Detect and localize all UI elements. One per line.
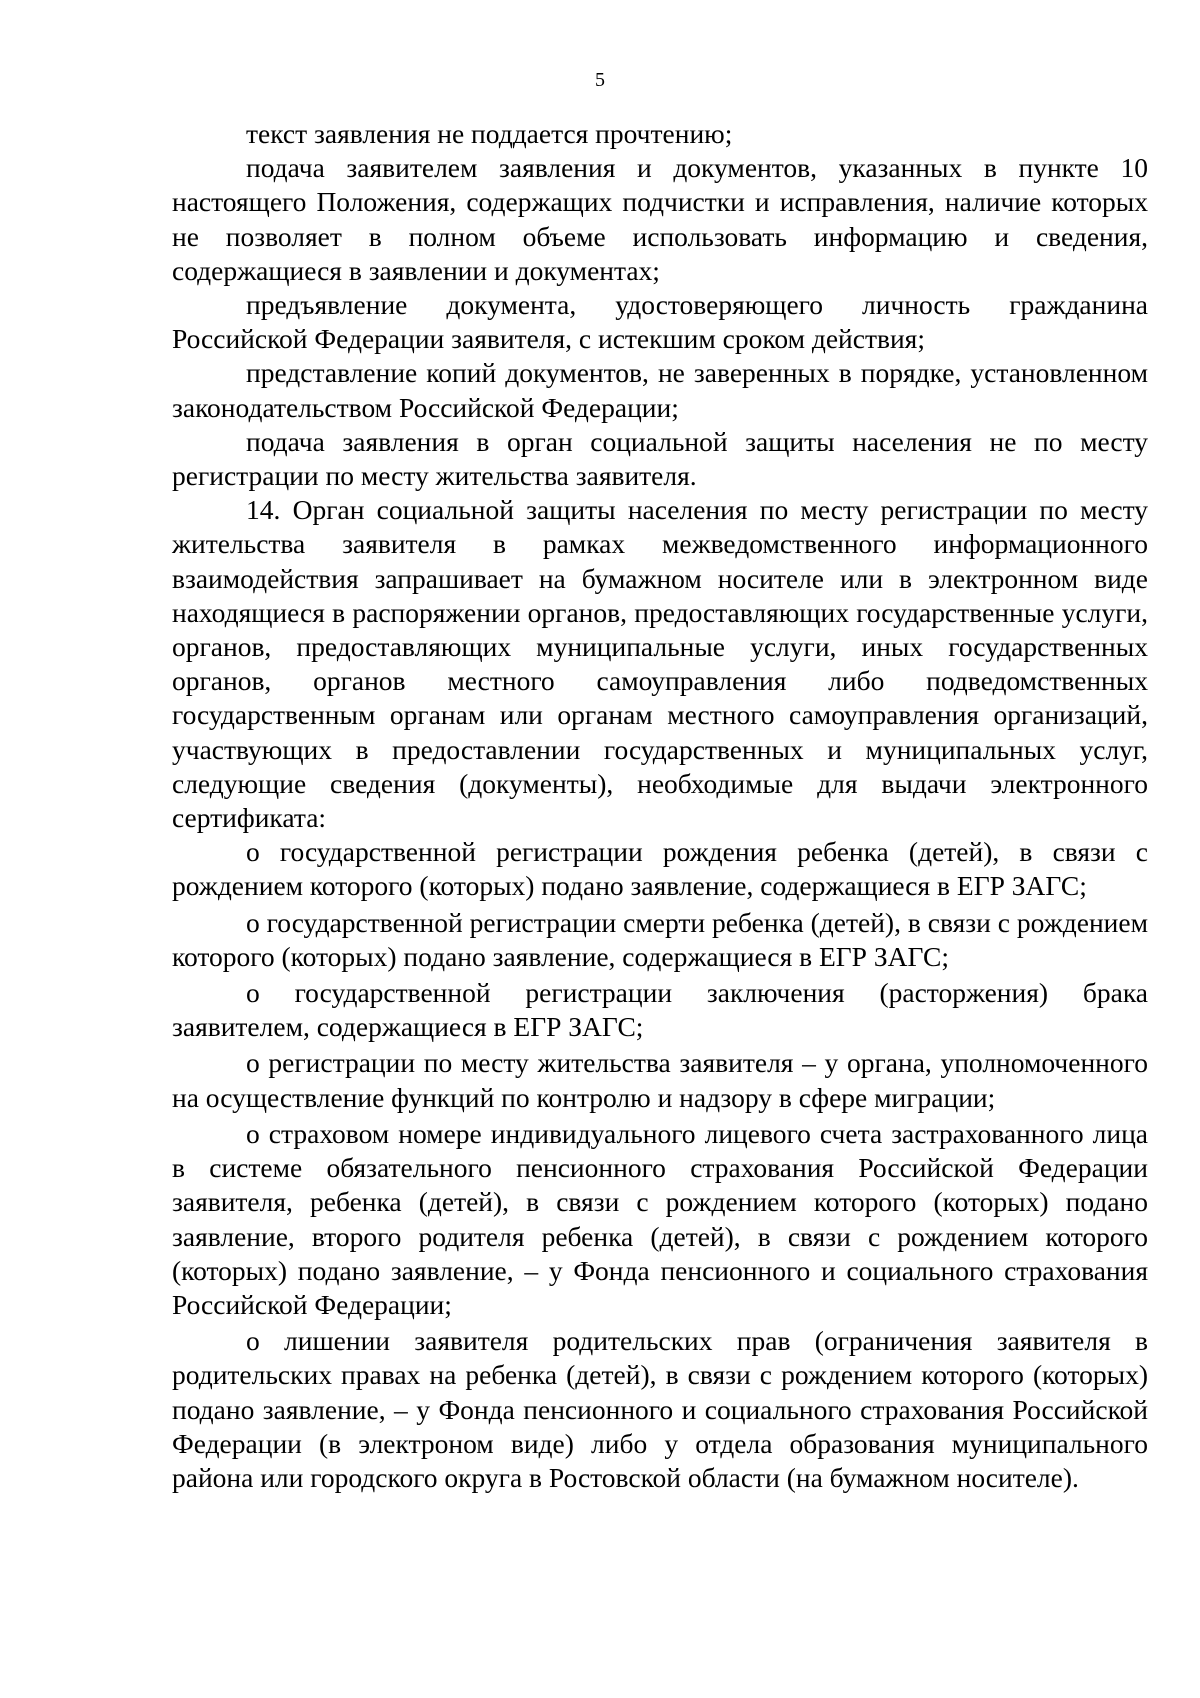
paragraph-birth-registration: о государственной регистрации рождения ребенка (детей), в связи с рождением которого (которых) подано заявление, содержащиеся в ЕГР ЗАГС; bbox=[172, 836, 1148, 902]
paragraph-residence-registration: о регистрации по месту жительства заявителя – у органа, уполномоченного на осуществление функций по контролю и надзору в сфере миграции; bbox=[172, 1047, 1148, 1113]
paragraph-wrong-office: подача заявления в орган социальной защиты населения не по месту регистрации по месту жительства заявителя. bbox=[172, 425, 1148, 492]
paragraph-death-registration: о государственной регистрации смерти ребенка (детей), в связи с рождением которого (которых) подано заявление, содержащиеся в ЕГР ЗАГС; bbox=[172, 906, 1148, 972]
paragraph-marriage-registration: о государственной регистрации заключения (расторжения) брака заявителем, содержащиеся в ЕГР ЗАГС; bbox=[172, 977, 1148, 1043]
paragraph-expired-document: предъявление документа, удостоверяющего личность гражданина Российской Федерации заявителя, с истекшим сроком действия; bbox=[172, 289, 1148, 355]
document-body bbox=[172, 117, 1148, 1495]
paragraph-uncertified-copies: представление копий документов, не заверенных в порядке, установленном законодательством Российской Федерации; bbox=[172, 357, 1148, 423]
paragraph-insurance-number: о страховом номере индивидуального лицевого счета застрахованного лица в системе обязательного пенсионного страхования Российской Федерации заявителя, ребенка (детей), в связи с рождением которого (которых) подано заявление, второго родителя ребенка (детей), в связи с рождением которого (которых) подано заявление, – у Фонда пенсионного и социального страхования Российской Федерации; bbox=[172, 1117, 1148, 1320]
paragraph-unreadable-text: текст заявления не поддается прочтению; bbox=[246, 118, 733, 149]
paragraph-corrections: подача заявителем заявления и документов, указанных в пункте 10 настоящего Положения, содержащих подчистки и исправления, наличие которых не позволяет в полном объеме использовать информацию и сведения, содержащиеся в заявлении и документах; bbox=[172, 152, 1148, 286]
paragraph-parental-rights: о лишении заявителя родительских прав (ограничения заявителя в родительских правах на ребенка (детей), в связи с рождением которого (которых) подано заявление, – у Фонда пенсионного и социального страхования Российской Федерации (в электроном виде) либо у отдела образования муниципального района или городского округа в Ростовской области (на бумажном носителе). bbox=[172, 1325, 1148, 1493]
page-number: 5 bbox=[595, 69, 605, 91]
paragraph-item-14: 14. Орган социальной защиты населения по месту регистрации по месту жительства заявителя в рамках межведомственного информационного взаимодействия запрашивает на бумажном носителе или в электронном виде находящиеся в распоряжении органов, предоставляющих государственные услуги, органов, предоставляющих муниципальные услуги, иных государственных органов, органов местного самоуправления либо подведомственных государственным органам или органам местного самоуправления организаций, участвующих в предоставлении государственных и муниципальных услуг, следующие сведения (документы), необходимые для выдачи электронного сертификата: bbox=[172, 494, 1148, 834]
